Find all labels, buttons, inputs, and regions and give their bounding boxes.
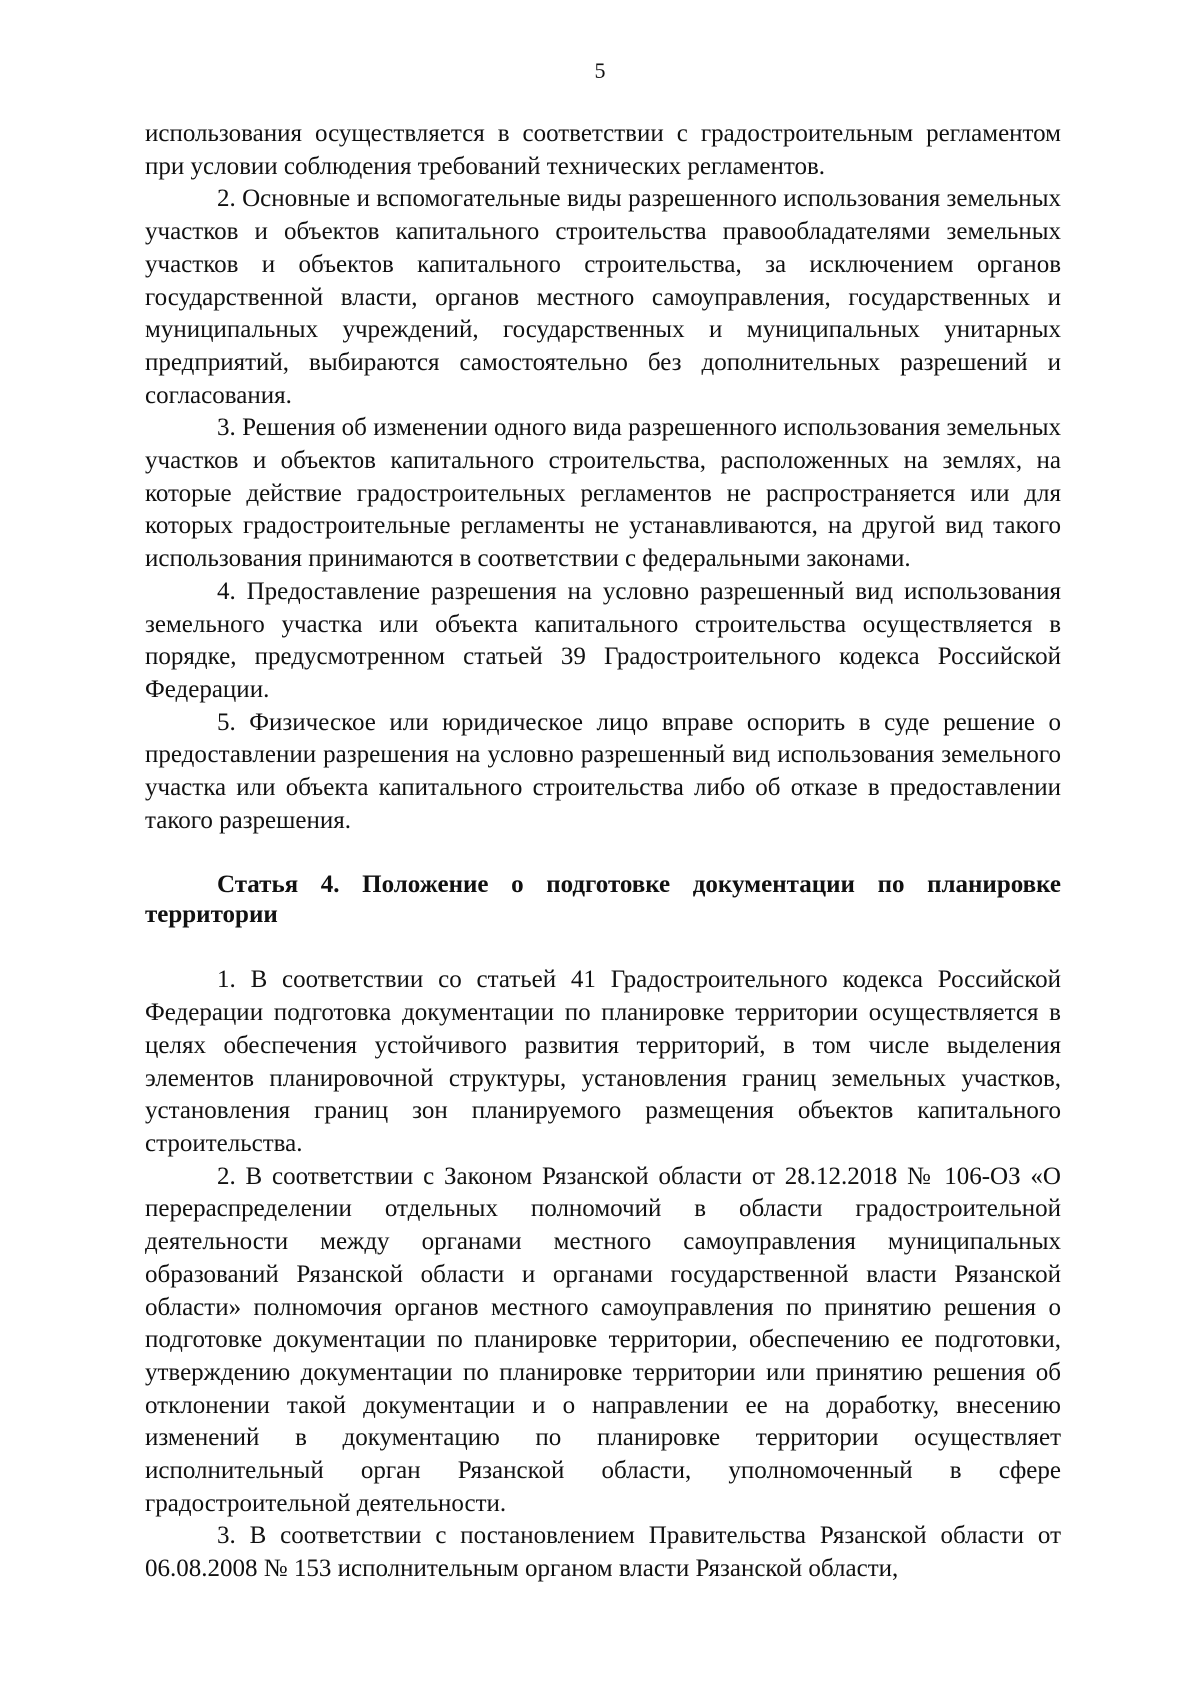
- paragraph-continuation: использования осуществляется в соответствии с градостроительным регламентом при условии соблюдения требований технических регламентов.: [145, 120, 1061, 180]
- page-number: 5: [594, 58, 606, 83]
- article-paragraph-2: 2. В соответствии с Законом Рязанской области от 28.12.2018 № 106-ОЗ «О перераспределении отдельных полномочий в области градостроительной деятельности между органами местного самоуправления муниципальных образований Рязанской области и органами государственной власти Рязанской области» полномочия органов местного самоуправления по принятию решения о подготовке документации по планировке территории, обеспечению ее подготовки, утверждению документации по планировке территории или принятию решения об отклонении такой документации и о направлении ее на доработку, внесению изменений в документацию по планировке территории осуществляет исполнительный орган Рязанской области, уполномоченный в сфере градостроительной деятельности.: [145, 1162, 1061, 1517]
- article-title: Статья 4. Положение о подготовке документации по планировке территории: [145, 871, 1061, 929]
- article-paragraph-3: 3. В соответствии с постановлением Правительства Рязанской области от 06.08.2008 № 153 исполнительным органом власти Рязанской области,: [145, 1522, 1061, 1583]
- paragraph-item-2: 2. Основные и вспомогательные виды разрешенного использования земельных участков и объектов капитального строительства правообладателями земельных участков и объектов капитального строительства, за исключением органов государственной власти, органов местного самоуправления, государственных и муниципальных учреждений, государственных и муниципальных унитарных предприятий, выбираются самостоятельно без дополнительных разрешений и согласования.: [145, 185, 1061, 409]
- paragraph-item-5: 5. Физическое или юридическое лицо вправе оспорить в суде решение о предоставлении разрешения на условно разрешенный вид использования земельного участка или объекта капитального строительства либо об отказе в предоставлении такого разрешения.: [145, 708, 1061, 834]
- document-body: [145, 118, 1061, 1586]
- paragraph-item-4: 4. Предоставление разрешения на условно разрешенный вид использования земельного участка или объекта капитального строительства осуществляется в порядке, предусмотренном статьей 39 Градостроительного кодекса Российской Федерации.: [145, 577, 1061, 703]
- article-paragraph-1: 1. В соответствии со статьей 41 Градостроительного кодекса Российской Федерации подготовка документации по планировке территории осуществляется в целях обеспечения устойчивого развития территорий, в том числе выделения элементов планировочной структуры, установления границ земельных участков, установления границ зон планируемого размещения объектов капитального строительства.: [145, 966, 1061, 1157]
- paragraph-item-3: 3. Решения об изменении одного вида разрешенного использования земельных участков и объектов капитального строительства, расположенных на землях, на которые действие градостроительных регламентов не распространяется или для которых градостроительные регламенты не устанавливаются, на другой вид такого использования принимаются в соответствии с федеральными законами.: [145, 414, 1061, 573]
